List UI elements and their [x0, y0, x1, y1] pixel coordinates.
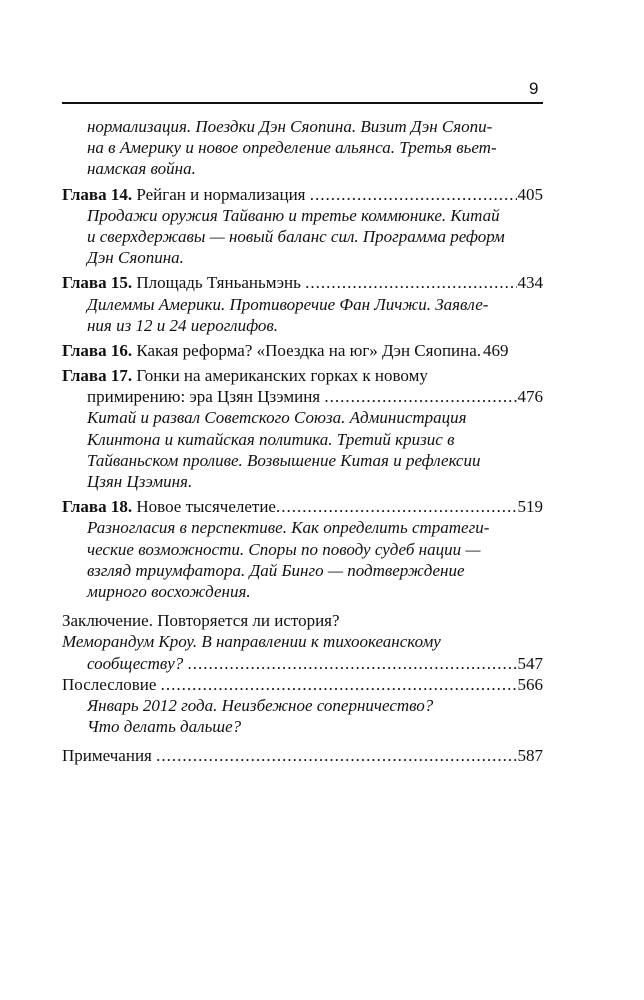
page-number: 9 — [529, 79, 539, 98]
desc-line: Январь 2012 года. Неизбежное соперничество? — [87, 695, 434, 715]
page-ref: 519 — [517, 497, 543, 517]
page-ref: 587 — [517, 746, 543, 766]
toc-entry-chapter-17[interactable] — [62, 365, 543, 492]
desc-line: на в Америку и новое определение альянса. Третья вьет- — [87, 138, 497, 158]
chapter-label: Глава 18. — [62, 497, 133, 517]
chapter-label: Глава 16. — [62, 340, 133, 360]
chapter-title-line-1: Гонки на американских горках к новому — [136, 366, 428, 386]
toc-entry-chapter-18[interactable] — [62, 496, 543, 602]
page-ref: 476 — [517, 387, 543, 407]
table-of-contents — [62, 116, 543, 766]
leader-dots — [188, 653, 517, 674]
leader-dots — [276, 496, 517, 517]
notes-title: Примечания — [62, 746, 152, 766]
leader-dots — [310, 184, 517, 205]
leader-dots — [305, 272, 516, 293]
desc-line: Китай и развал Советского Союза. Администрация — [87, 408, 467, 428]
desc-line: намская война. — [87, 159, 196, 179]
desc-line: ческие возможности. Споры по поводу судеб нации — — [87, 539, 481, 559]
desc-line: Цзян Цзэминя. — [87, 472, 193, 491]
desc-line: Продажи оружия Тайваню и третье коммюнике. Китай — [87, 205, 500, 225]
toc-entry-notes[interactable] — [62, 745, 543, 766]
desc-line: Дилеммы Америки. Противоречие Фан Личжи. Заявле- — [87, 294, 489, 314]
desc-line: взгляд триумфатора. Дай Бинго — подтверждение — [87, 560, 465, 580]
leader-dots — [324, 386, 516, 407]
afterword-title: Послесловие — [62, 674, 157, 694]
toc-entry-chapter-15[interactable] — [62, 272, 543, 336]
page-ref: 434 — [517, 273, 543, 293]
page-ref: 405 — [517, 184, 543, 204]
desc-line: Клинтона и китайская политика. Третий кризис в — [87, 429, 455, 449]
desc-line: нормализация. Поездки Дэн Сяопина. Визит Дэн Сяопи- — [87, 117, 493, 136]
desc-line: Меморандум Кроу. В направлении к тихоокеанскому — [62, 632, 441, 652]
desc-line: Что делать дальше? — [87, 717, 242, 737]
desc-line: Разногласия в перспективе. Как определить стратеги- — [87, 518, 490, 538]
chapter-label: Глава 17. — [62, 366, 133, 386]
desc-line: сообществу? — [87, 653, 184, 673]
conclusion-title: Заключение. Повторяется ли история? — [62, 611, 340, 631]
desc-line: Дэн Сяопина. — [87, 248, 184, 268]
toc-entry-afterword[interactable] — [62, 674, 543, 738]
chapter-label: Глава 15. — [62, 273, 133, 293]
chapter-label: Глава 14. — [62, 184, 133, 204]
intro-description — [62, 116, 543, 180]
page-ref: 547 — [517, 653, 543, 673]
leader-dots — [161, 674, 517, 695]
chapter-title: Рейган и нормализация — [136, 184, 306, 204]
desc-line: ния из 12 и 24 иероглифов. — [87, 315, 279, 335]
chapter-title: Новое тысячелетие — [136, 497, 276, 517]
toc-entry-conclusion[interactable] — [62, 610, 543, 674]
header-rule — [62, 102, 543, 104]
chapter-title: Какая реформа? «Поездка на юг» Дэн Сяопина. — [136, 340, 482, 360]
desc-line: и сверхдержавы — новый баланс сил. Программа реформ — [87, 226, 505, 246]
leader-dots — [156, 745, 516, 766]
toc-entry-chapter-16[interactable] — [62, 340, 543, 361]
toc-entry-chapter-14[interactable] — [62, 184, 543, 269]
chapter-title-line-2: примирению: эра Цзян Цзэминя — [87, 387, 321, 407]
page-ref: 566 — [517, 674, 543, 694]
desc-line: мирного восхождения. — [87, 581, 251, 601]
desc-line: Тайваньском проливе. Возвышение Китая и рефлексии — [87, 450, 481, 470]
chapter-title: Площадь Тяньаньмэнь — [136, 273, 301, 293]
page-ref: 469 — [483, 340, 509, 360]
